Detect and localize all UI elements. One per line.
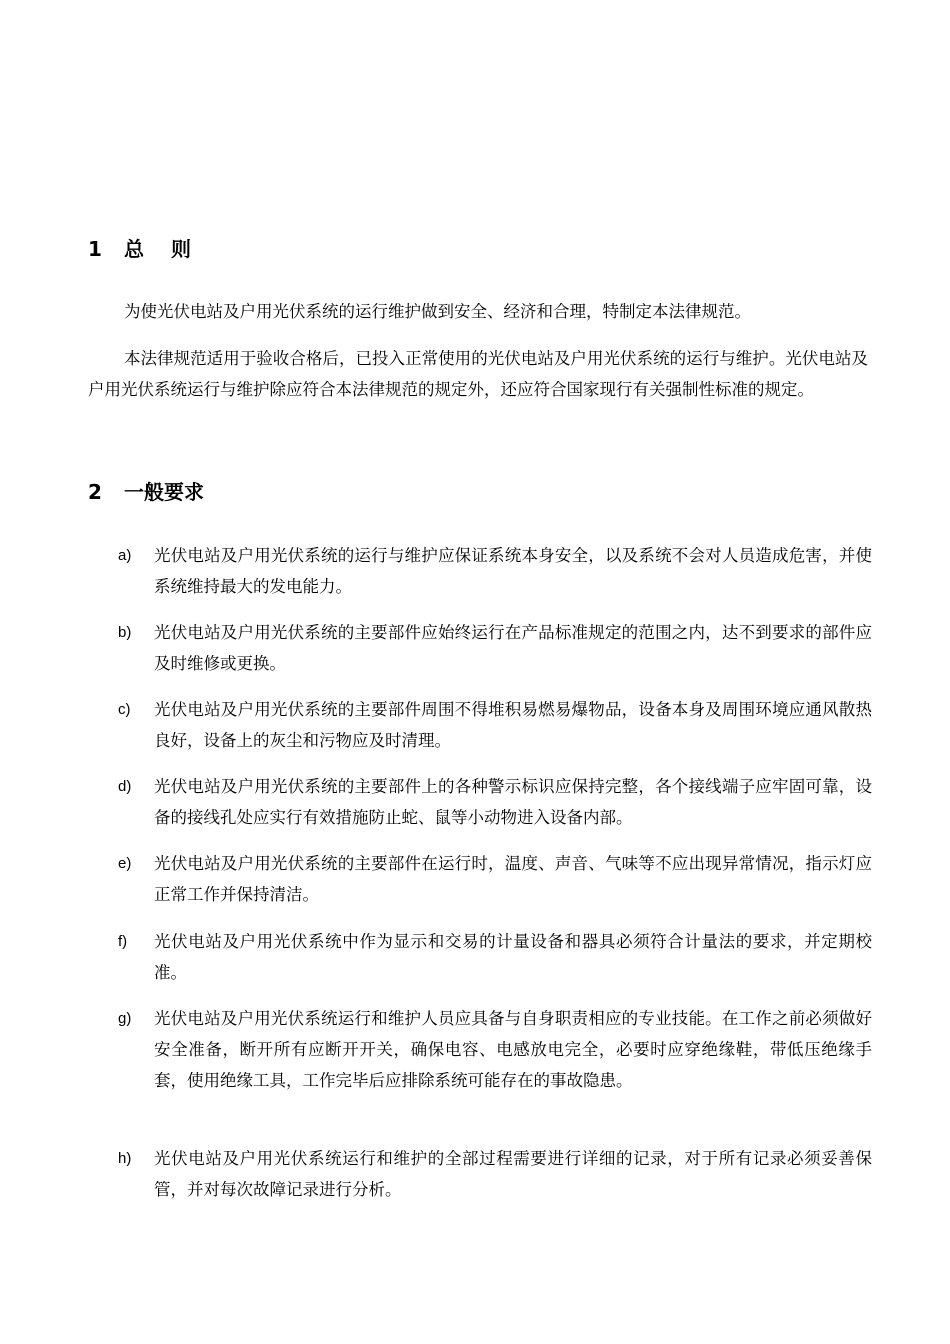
item-text: 光伏电站及户用光伏系统的主要部件应始终运行在产品标准规定的范围之内，达不到要求的部件应及时维修或更换。 (154, 623, 872, 673)
section-2-title: 一般要求 (124, 480, 204, 504)
item-label: e) (118, 855, 132, 872)
item-label: c) (118, 701, 131, 718)
item-text: 光伏电站及户用光伏系统的主要部件在运行时，温度、声音、气味等不应出现异常情况，指示灯应正常工作并保持清洁。 (154, 854, 872, 904)
requirement-item-f (118, 926, 872, 988)
item-label: b) (118, 624, 132, 641)
item-text: 光伏电站及户用光伏系统运行和维护人员应具备与自身职责相应的专业技能。在工作之前必须做好安全准备，断开所有应断开开关，确保电容、电感放电完全，必要时应穿绝缘鞋，带低压绝缘手套，使用绝缘工具，工作完毕后应排除系统可能存在的事故隐患。 (154, 1009, 872, 1090)
item-text: 光伏电站及户用光伏系统的主要部件周围不得堆积易燃易爆物品，设备本身及周围环境应通风散热良好，设备上的灰尘和污物应及时清理。 (154, 700, 872, 750)
item-label: d) (118, 778, 132, 795)
requirement-item-h (118, 1143, 872, 1205)
section-1-number: 1 (88, 237, 102, 261)
item-label: f) (118, 933, 128, 950)
item-label: h) (118, 1150, 132, 1167)
section-1-paragraph-1: 为使光伏电站及户用光伏系统的运行维护做到安全、经济和合理，特制定本法律规范。 (124, 302, 751, 321)
section-2-heading (88, 478, 204, 506)
requirement-item-d (118, 771, 872, 833)
requirement-item-b (118, 617, 872, 679)
item-text: 光伏电站及户用光伏系统的主要部件上的各种警示标识应保持完整，各个接线端子应牢固可靠，设备的接线孔处应实行有效措施防止蛇、鼠等小动物进入设备内部。 (154, 777, 872, 827)
section-1-heading (88, 235, 201, 263)
requirement-item-c (118, 694, 872, 756)
item-label: a) (118, 547, 132, 564)
item-label: g) (118, 1010, 132, 1027)
item-text: 光伏电站及户用光伏系统运行和维护的全部过程需要进行详细的记录，对于所有记录必须妥善保管，并对每次故障记录进行分析。 (154, 1149, 872, 1199)
section-1-title: 总 则 (124, 237, 201, 261)
section-1-paragraph-2: 本法律规范适用于验收合格后，已投入正常使用的光伏电站及户用光伏系统的运行与维护。光伏电站及户用光伏系统运行与维护除应符合本法律规范的规定外，还应符合国家现行有关强制性标准的规定。 (88, 349, 868, 399)
item-text: 光伏电站及户用光伏系统的运行与维护应保证系统本身安全，以及系统不会对人员造成危害，并使系统维持最大的发电能力。 (154, 546, 872, 596)
requirement-item-g (118, 1003, 872, 1096)
requirement-item-a (118, 540, 872, 602)
section-2-number: 2 (88, 480, 102, 504)
requirement-item-e (118, 848, 872, 910)
item-text: 光伏电站及户用光伏系统中作为显示和交易的计量设备和器具必须符合计量法的要求，并定期校准。 (154, 932, 872, 982)
